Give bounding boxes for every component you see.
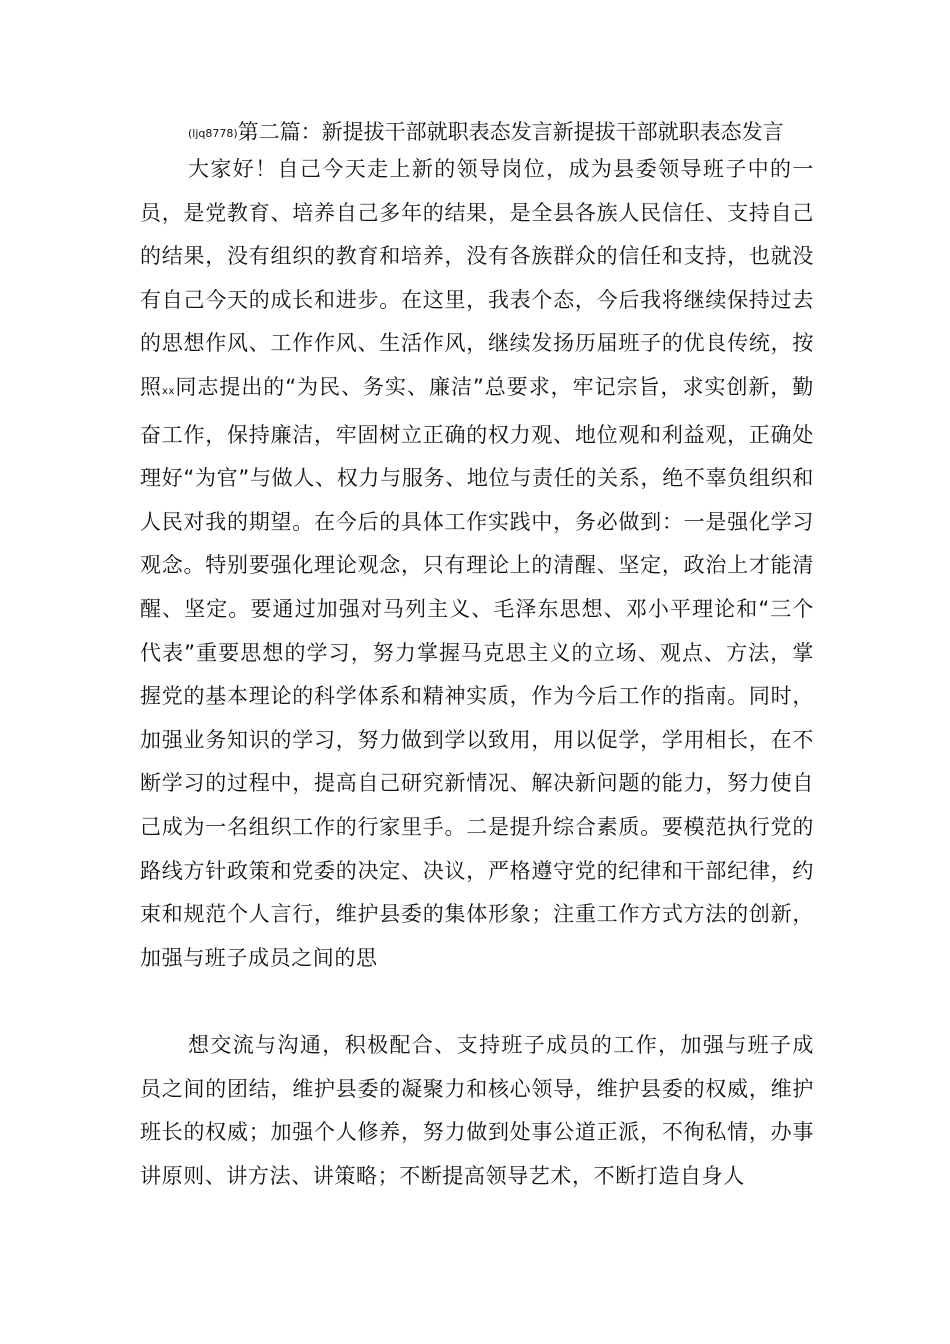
paragraph-1-part-1: 大家好！自己今天走上新的领导岗位，成为县委领导班子中的一员，是党教育、培养自己多年的结果，是全县各族人民信任、支持自己的结果，没有组织的教育和培养，没有各族群众的信任和支持，也就没有自己今天的成长和进步。在这里，我表个态，今后我将继续保持过去的思想作风、工作作风、生活作风，继续发扬历届班子的优良传统，按照 [140, 157, 814, 399]
title-text: 第二篇：新提拔干部就职表态发言新提拔干部就职表态发言 [237, 120, 784, 144]
paragraph-1-part-2: 同志提出的“为民、务实、廉洁”总要求，牢记宗旨，求实创新，勤奋工作，保持廉洁，牢固树立正确的权力观、地位观和利益观，正确处理好“为官”与做人、权力与服务、地位与责任的关系，绝不辜负组织和人民对我的期望。在今后的具体工作实践中，务必做到：一是强化学习观念。特别要强化理论观念，只有理论上的清醒、坚定，政治上才能清醒、坚定。要通过加强对马列主义、毛泽东思想、邓小平理论和“三个代表”重要思想的学习，努力掌握马克思主义的立场、观点、方法，掌握党的基本理论的科学体系和精神实质，作为今后工作的指南。同时，加强业务知识的学习，努力做到学以致用，用以促学，学用相长，在不断学习的过程中，提高自己研究新情况、解决新问题的能力，努力使自己成为一名组织工作的行家里手。二是提升综合素质。要模范执行党的路线方针政策和党委的决定、决议，严格遵守党的纪律和干部纪律，约束和规范个人言行，维护县委的集体形象；注重工作方式方法的创新，加强与班子成员之间的思 [140, 374, 814, 970]
title-prefix: (ljq8778) [188, 127, 238, 140]
paragraph-1 [140, 148, 814, 980]
paragraph-2: 想交流与沟通，积极配合、支持班子成员的工作，加强与班子成员之间的团结，维护县委的凝聚力和核心领导，维护县委的权威，维护班长的权威；加强个人修养，努力做到处事公道正派，不徇私情，办事讲原则、讲方法、讲策略；不断提高领导艺术，不断打造自身人 [140, 1033, 814, 1188]
placeholder-xx: xx [161, 385, 176, 397]
